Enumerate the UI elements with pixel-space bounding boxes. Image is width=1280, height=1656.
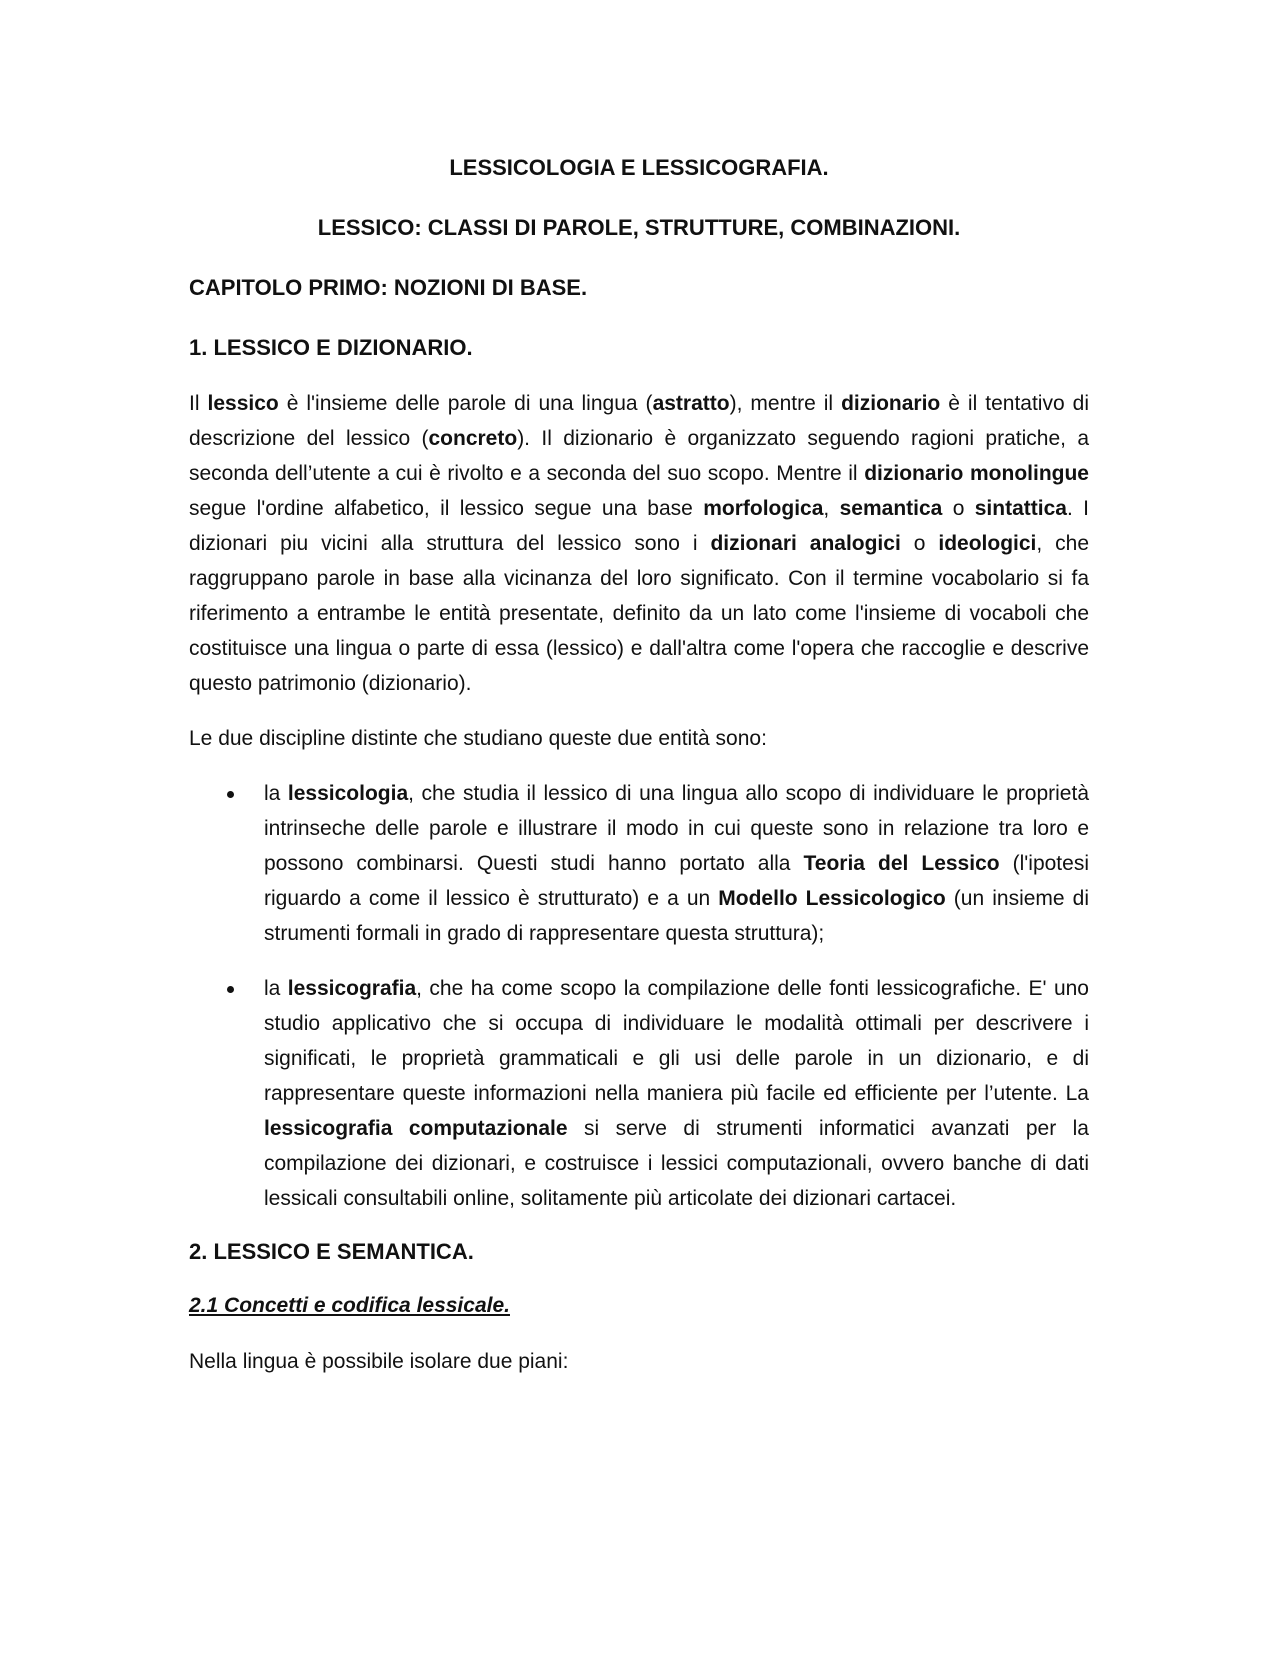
bold-term: dizionario monolingue [864,462,1089,485]
bold-term: concreto [428,427,518,450]
bold-term: lessicografia [287,977,417,1000]
bold-term: morfologica [703,497,824,520]
bold-term: sintattica [974,497,1067,520]
text-run: la [264,977,288,1000]
text-run: Il [189,392,208,415]
section-2-paragraph-1: Nella lingua è possibile isolare due piani: [189,1350,569,1373]
bullet-icon [227,791,234,798]
text-run: (l'ipotesi riguardo a come il lessico è strutturato) e a un [264,852,1089,910]
text-run: , che ha come scopo la compilazione delle fonti lessicografiche. E' uno studio applicativo che si occupa di individuare le modalità ottimali per descrivere i significati, le proprietà grammaticali e gli usi delle parole in un dizionario, e di rappresentare queste informazioni nella maniera più facile ed efficiente per l’utente. La [264,977,1089,1105]
section-1-heading: 1. LESSICO E DIZIONARIO. [189,335,473,360]
bold-term: lessico [207,392,279,415]
subsection-2-1-heading: 2.1 Concetti e codifica lessicale. [189,1294,510,1317]
bold-term: Modello Lessicologico [718,887,946,910]
text-run: , [823,497,840,520]
text-run: o [900,532,939,555]
bold-term: semantica [839,497,943,520]
section-1-paragraph-2: Le due discipline distinte che studiano queste due entità sono: [189,727,767,750]
text-run: ). Il dizionario è organizzato seguendo ragioni pratiche, a seconda dell’utente a cui è rivolto e a seconda del suo scopo. Mentre il [189,427,1090,485]
text-run: , che studia il lessico di una lingua allo scopo di individuare le proprietà intrinseche delle parole e illustrare il modo in cui queste sono in relazione tra loro e possono combinarsi. Questi studi hanno portato alla [264,782,1089,875]
text-run: si serve di strumenti informatici avanzati per la compilazione dei dizionari, e costruisce i lessici computazionali, ovvero banche di dati lessicali consultabili online, solitamente più articolate dei dizionari cartacei. [264,1117,1089,1210]
list-item [189,971,1089,1216]
text-run: la [264,782,288,805]
text-run: ), mentre il [729,392,842,415]
disciplines-list [189,776,1089,1216]
text-run: . I dizionari piu vicini alla struttura del lessico sono i [189,497,1089,555]
text-run: segue l'ordine alfabetico, il lessico segue una base [189,497,704,520]
text-run: o [942,497,975,520]
document-title: LESSICOLOGIA E LESSICOGRAFIA. [449,155,829,180]
bold-term: Teoria del Lessico [803,852,1000,875]
text-run: , che raggruppano parole in base alla vicinanza del loro significato. Con il termine vocabolario si fa riferimento a entrambe le entità presentate, definito da un lato come l'insieme di vocaboli che costituisce una lingua o parte di essa (lessico) e dall'altra come l'opera che raccoglie e descrive questo patrimonio (dizionario). [189,532,1090,695]
document-subtitle: LESSICO: CLASSI DI PAROLE, STRUTTURE, COMBINAZIONI. [317,215,961,240]
bullet-icon [227,986,234,993]
bold-term: dizionario [841,392,941,415]
chapter-heading: CAPITOLO PRIMO: NOZIONI DI BASE. [189,275,588,300]
bold-term: lessicologia [287,782,409,805]
document-content [189,152,1089,1399]
section-1-paragraph-1 [189,386,1089,701]
bold-term: lessicografia computazionale [264,1117,568,1140]
section-2-heading: 2. LESSICO E SEMANTICA. [189,1239,474,1264]
bold-term: astratto [652,392,730,415]
list-item [189,776,1089,951]
text-run: è l'insieme delle parole di una lingua ( [278,392,653,415]
text-run: (un insieme di strumenti formali in grado di rappresentare questa struttura); [264,887,1090,945]
text-run: è il tentativo di descrizione del lessico ( [189,392,1089,450]
bold-term: ideologici [938,532,1037,555]
bold-term: dizionari analogici [710,532,901,555]
